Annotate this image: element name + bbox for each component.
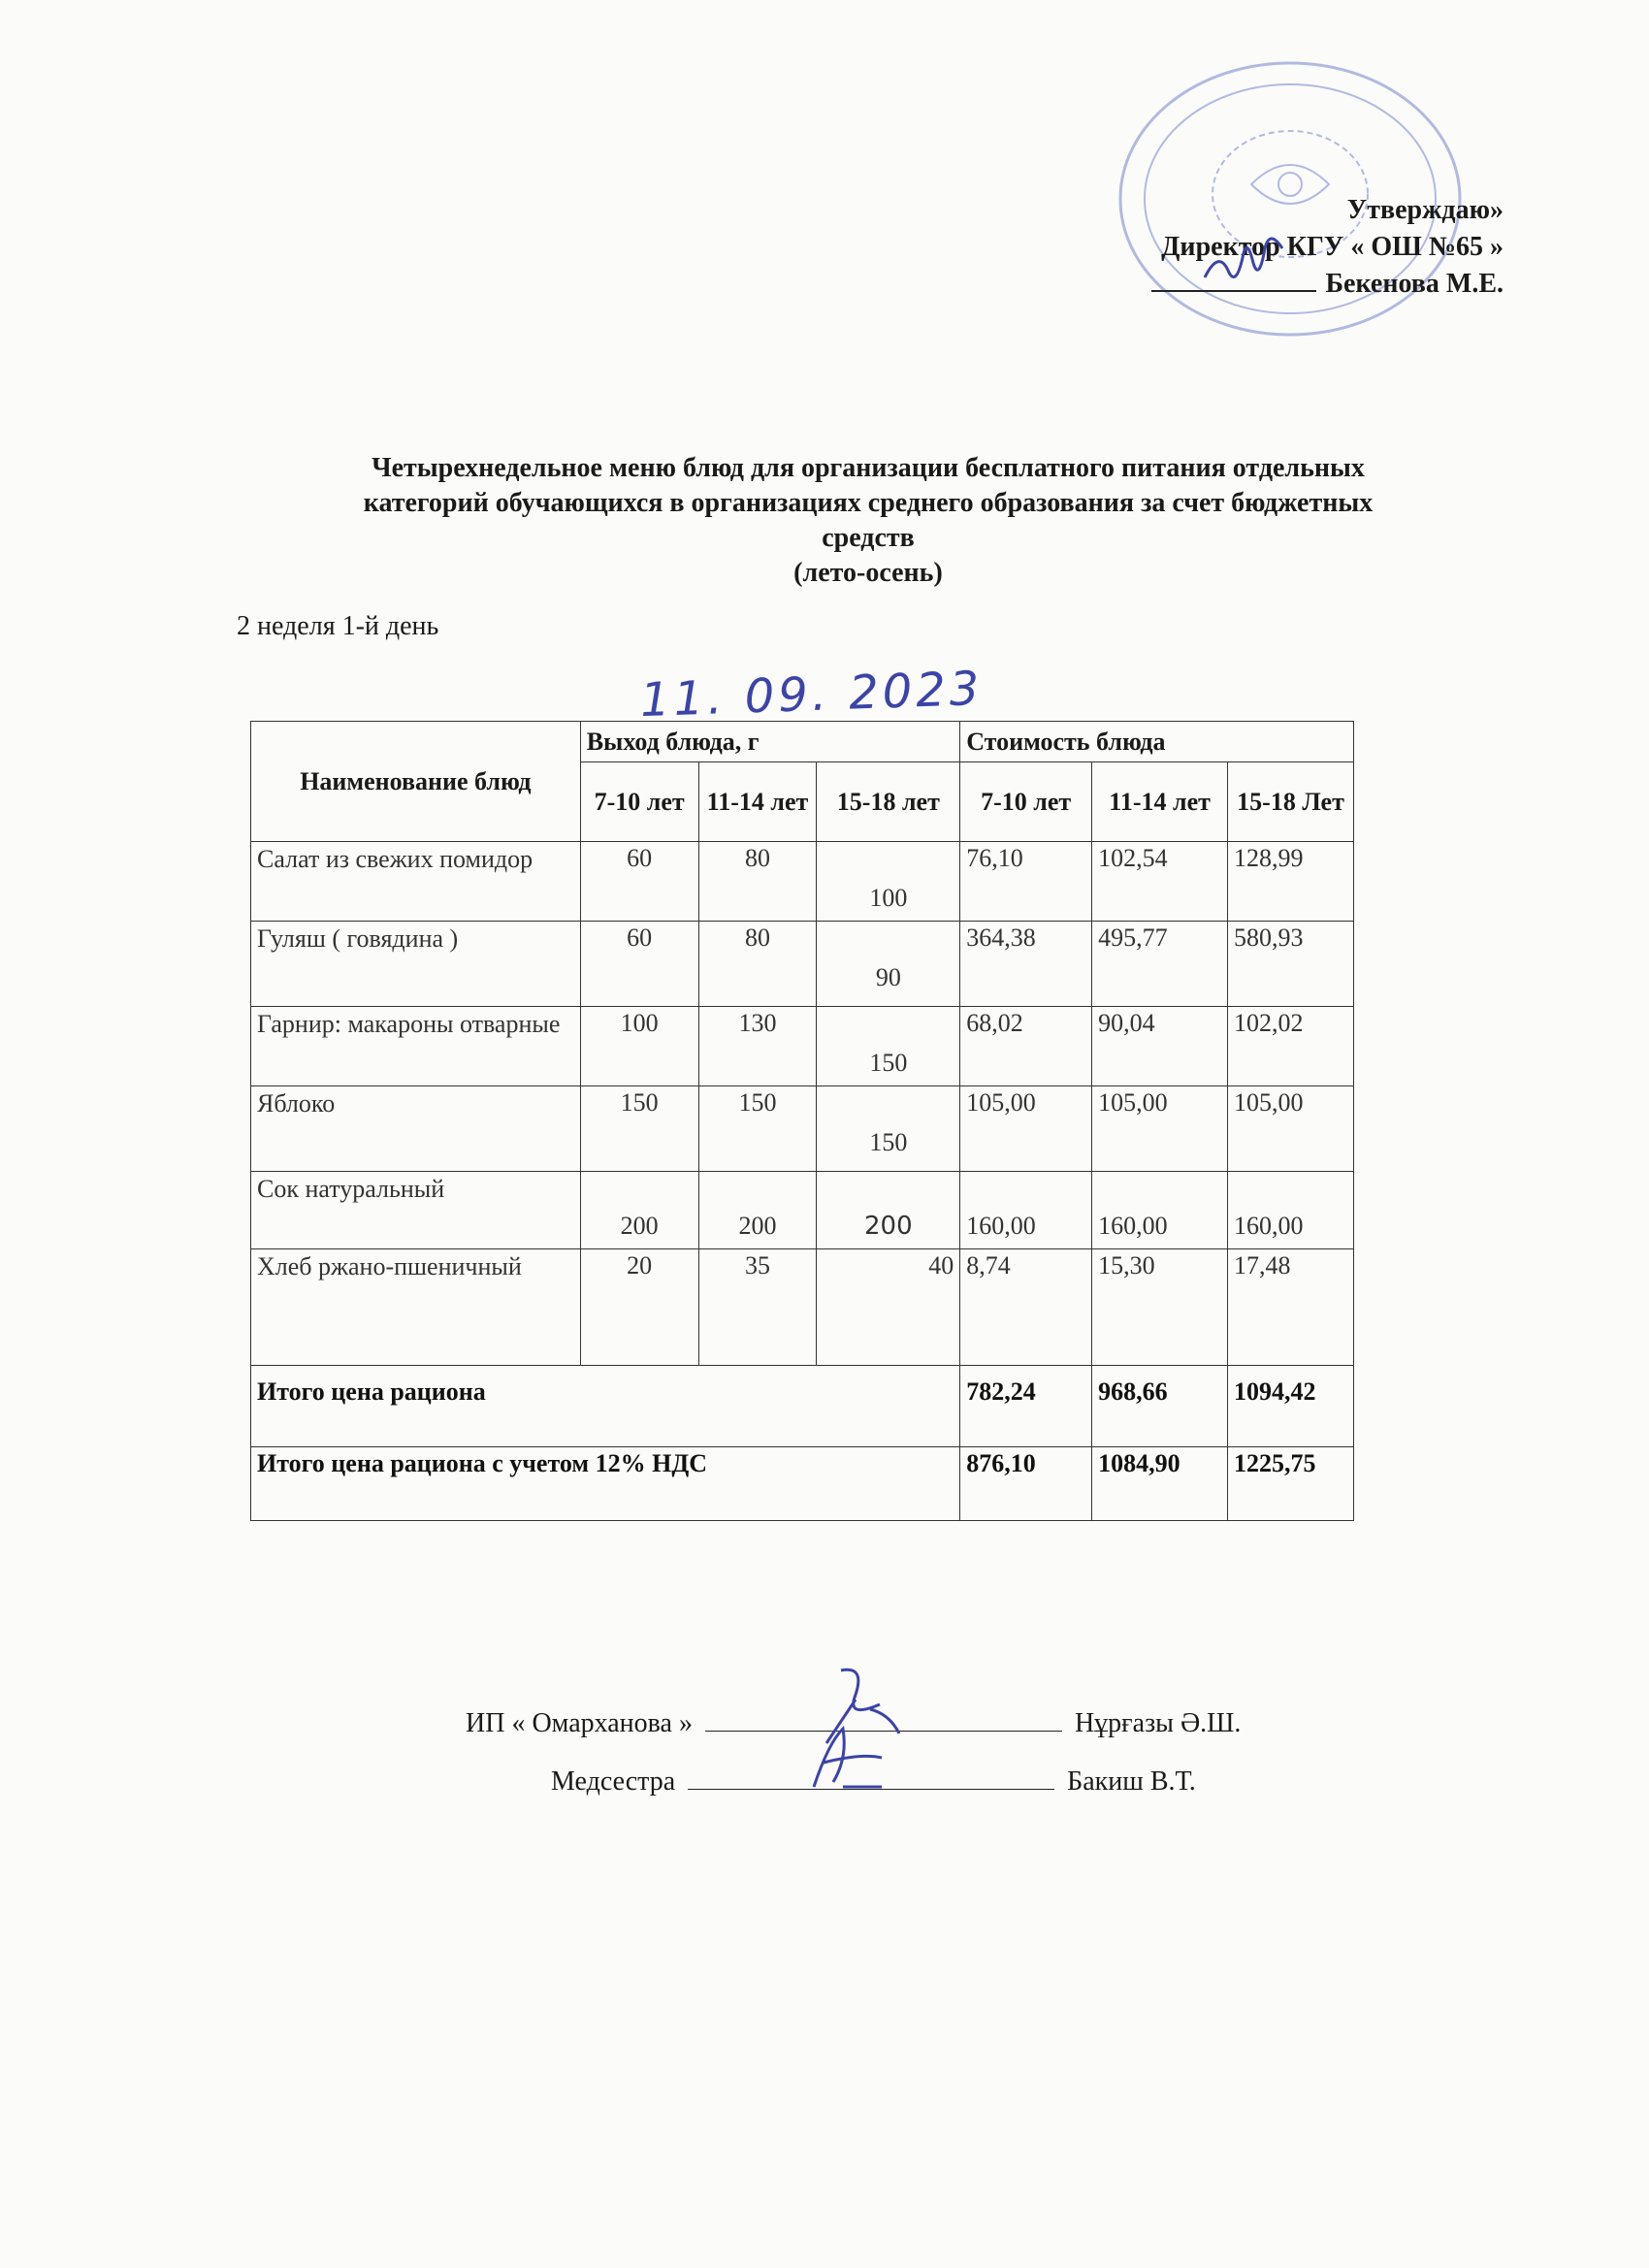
header-age: 7-10 лет [960,762,1092,842]
approval-block [1151,192,1504,303]
yield-cell: 150 [698,1086,817,1172]
title-line-3: средств [822,523,915,553]
dish-name: Гарнир: макароны отварные [251,1007,581,1086]
total-cost: 1094,42 [1228,1366,1354,1447]
menu-table [250,721,1354,1521]
total-vat-cost: 1084,90 [1092,1447,1228,1521]
title-line-2: категорий обучающихся в организациях среднего образования за счет бюджетных [363,488,1374,518]
total-cost: 782,24 [960,1366,1092,1447]
supplier-name: Нұрғазы Ә.Ш. [1074,1708,1242,1738]
dish-name: Салат из свежих помидор [251,842,581,922]
cost-cell: 160,00 [960,1172,1092,1249]
total-vat-cost: 1225,75 [1228,1447,1354,1521]
nurse-name: Бакиш В.Т. [1067,1766,1196,1797]
cost-cell: 15,30 [1092,1249,1228,1366]
header-dish-name: Наименование блюд [251,722,581,842]
director-signature [1151,267,1316,292]
yield-cell: 200 [817,1172,960,1249]
yield-cell: 60 [580,922,698,1007]
header-age: 11-14 лет [698,762,817,842]
cost-cell: 8,74 [960,1249,1092,1366]
header-cost: Стоимость блюда [960,722,1354,762]
title-season: (лето-осень) [793,558,943,588]
yield-cell: 80 [698,922,817,1007]
approval-line-1: Утверждаю» [1346,195,1504,225]
handwritten-date: 11. 09. 2023 [639,661,985,729]
yield-cell: 80 [698,842,817,922]
nurse-signature-row [551,1754,1196,1810]
yield-cell: 150 [817,1007,960,1086]
header-age: 15-18 Лет [1228,762,1354,842]
table-row [251,1086,1354,1172]
approval-line-3 [1151,266,1504,303]
total-vat-label: Итого цена рациона с учетом 12% НДС [251,1447,960,1521]
cost-cell: 17,48 [1228,1249,1354,1366]
yield-cell: 60 [580,842,698,922]
cost-cell: 580,93 [1228,922,1354,1007]
cost-cell: 105,00 [1092,1086,1228,1172]
total-row [251,1366,1354,1447]
nurse-label: Медсестра [551,1766,676,1797]
cost-cell: 90,04 [1092,1007,1228,1086]
table-row [251,1172,1354,1249]
yield-cell: 35 [698,1249,817,1366]
cost-cell: 102,54 [1092,842,1228,922]
table-row [251,842,1354,922]
total-label: Итого цена рациона [251,1366,960,1447]
yield-cell: 130 [698,1007,817,1086]
yield-cell: 100 [817,842,960,922]
week-day-label: 2 неделя 1-й день [237,611,439,641]
header-age: 15-18 лет [817,762,960,842]
header-age: 7-10 лет [580,762,698,842]
cost-cell: 76,10 [960,842,1092,922]
table-row [251,1249,1354,1366]
header-age: 11-14 лет [1092,762,1228,842]
document-title [223,451,1513,591]
yield-cell: 90 [817,922,960,1007]
yield-cell: 200 [580,1172,698,1249]
cost-cell: 160,00 [1092,1172,1228,1249]
cost-cell: 364,38 [960,922,1092,1007]
dish-name: Гуляш ( говядина ) [251,922,581,1007]
cost-cell: 68,02 [960,1007,1092,1086]
header-yield: Выход блюда, г [580,722,960,762]
director-name: Бекенова М.Е. [1325,269,1504,299]
cost-cell: 160,00 [1228,1172,1354,1249]
yield-cell: 100 [580,1007,698,1086]
dish-name: Сок натуральный [251,1172,581,1249]
total-vat-cost: 876,10 [960,1447,1092,1521]
dish-name: Яблоко [251,1086,581,1172]
dish-name: Хлеб ржано-пшеничный [251,1249,581,1366]
total-cost: 968,66 [1092,1366,1228,1447]
table-row [251,922,1354,1007]
approval-line-2: Директор КГУ « ОШ №65 » [1161,232,1504,262]
supplier-label: ИП « Омарханова » [466,1708,693,1738]
cost-cell: 495,77 [1092,922,1228,1007]
total-vat-row [251,1447,1354,1521]
yield-cell: 150 [817,1086,960,1172]
nurse-signature [688,1767,1054,1790]
yield-cell: 40 [817,1249,960,1366]
cost-cell: 105,00 [1228,1086,1354,1172]
yield-cell: 150 [580,1086,698,1172]
title-line-1: Четырехнедельное меню блюд для организации бесплатного питания отдельных [372,453,1365,483]
cost-cell: 102,02 [1228,1007,1354,1086]
cost-cell: 128,99 [1228,842,1354,922]
yield-cell: 20 [580,1249,698,1366]
cost-cell: 105,00 [960,1086,1092,1172]
table-row [251,1007,1354,1086]
yield-cell: 200 [698,1172,817,1249]
